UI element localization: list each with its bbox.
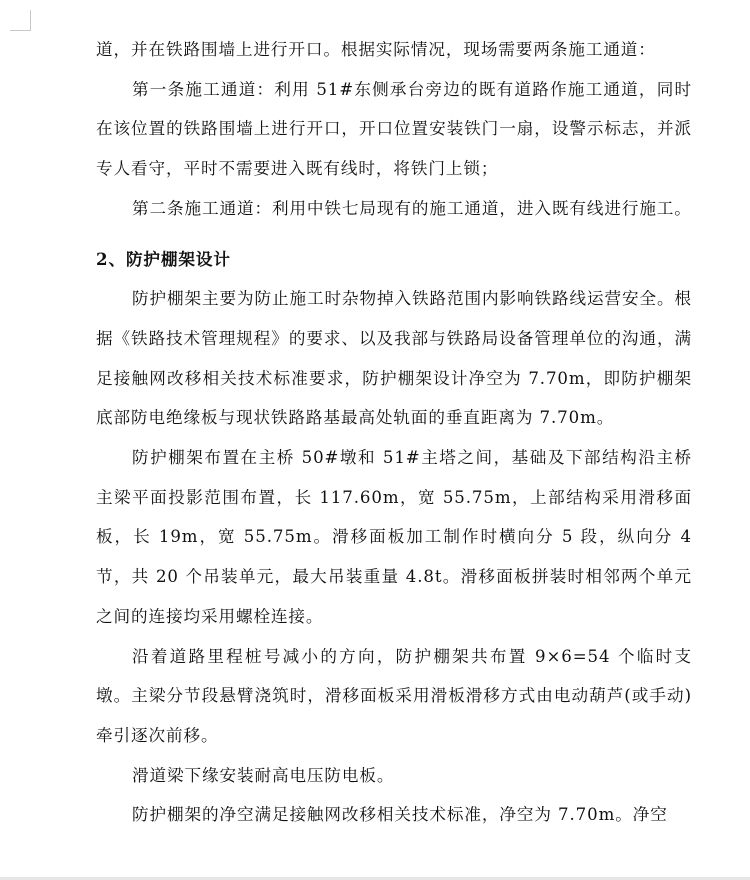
paragraph-continuation: 道，并在铁路围墙上进行开口。根据实际情况，现场需要两条施工通道： [96,40,656,59]
document-body [96,30,692,835]
paragraph-second-access-road: 第二条施工通道：利用中铁七局现有的施工通道，进入既有线进行施工。 [132,198,692,218]
paragraph-shed-layout: 防护棚架布置在主桥 50#墩和 51#主塔之间，基础及下部结构沿主桥主梁平面投影范围布置，长 117.60m，宽 55.75m，上部结构采用滑移面板，长 19m，宽 55.75m。滑移面板加工制作时横向分 5 段，纵向分 4 节，共 20 个吊装单元，最大吊装重量 4.8t。滑移面板拼装时相邻两个单元之间的连接均采用螺栓连接。 [96,448,692,626]
paragraph-insulation-board: 滑道梁下缘安装耐高电压防电板。 [132,765,395,785]
paragraph-temporary-piers: 沿着道路里程桩号减小的方向，防护棚架共布置 9×6=54 个临时支墩。主梁分节段悬臂浇筑时，滑移面板采用滑板滑移方式由电动葫芦(或手动)牵引逐次前移。 [96,646,692,745]
section-heading: 2、防护棚架设计 [96,248,231,269]
page-corner-mark [10,10,31,31]
paragraph-first-access-road: 第一条施工通道：利用 51#东侧承台旁边的既有道路作施工通道，同时在该位置的铁路围墙上进行开口，开口位置安装铁门一扇，设警示标志，并派专人看守，平时不需要进入既有线时，将铁门上锁； [96,79,692,179]
paragraph-clearance: 防护棚架的净空满足接触网改移相关技术标准，净空为 7.70m。净空 [132,805,668,825]
paragraph-shed-purpose: 防护棚架主要为防止施工时杂物掉入铁路范围内影响铁路线运营安全。根据《铁路技术管理规程》的要求、以及我部与铁路局设备管理单位的沟通，满足接触网改移相关技术标准要求，防护棚架设计净空为 7.70m，即防护棚架底部防电绝缘板与现状铁路路基最高处轨面的垂直距离为 7.70m。 [96,289,692,428]
